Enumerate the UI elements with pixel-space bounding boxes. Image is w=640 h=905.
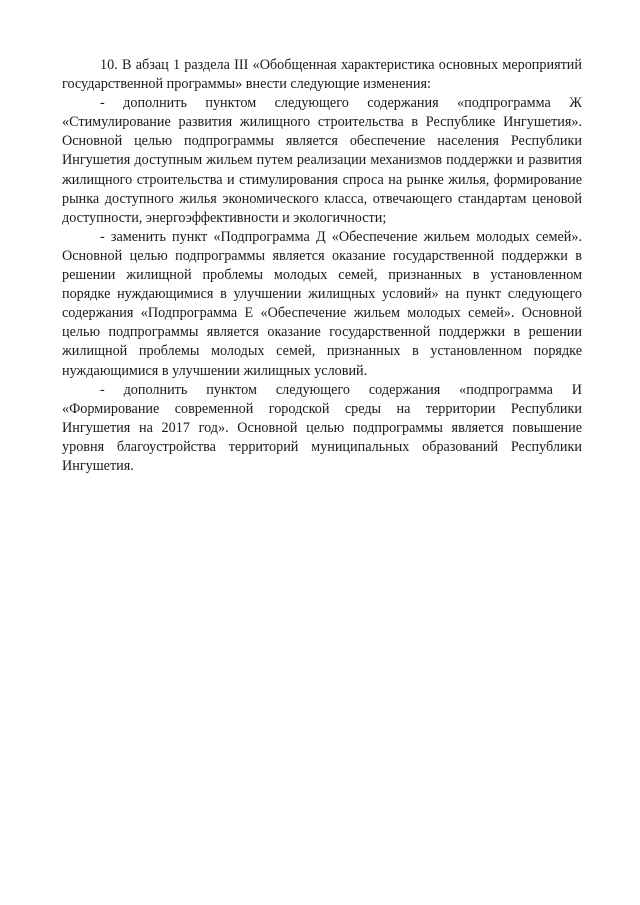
paragraph-subprogram-i: - дополнить пунктом следующего содержания «подпрограмма И «Формирование современной городской среды на территории Республики Ингушетия на 2017 год». Основной целью подпрограммы является повышение уровня благоустройства территорий муниципальных образований Республики Ингушетия.: [62, 381, 582, 474]
paragraph-intro: 10. В абзац 1 раздела III «Обобщенная характеристика основных мероприятий государственной программы» внести следующие изменения:: [62, 57, 582, 93]
document-page: [62, 56, 582, 476]
paragraph-subprogram-d-replacement: - заменить пункт «Подпрограмма Д «Обеспечение жильем молодых семей». Основной целью подпрограммы является оказание государственной поддержки в решении жилищной проблемы молодых семей, признанных в установленном порядке нуждающимися в улучшении жилищных условий» на пункт следующего содержания «Подпрограмма Е «Обеспечение жильем молодых семей». Основной целью подпрограммы является оказание государственной поддержки в решении жилищной проблемы молодых семей, признанных в установленном порядке нуждающимися в улучшении жилищных условий.: [62, 228, 582, 379]
paragraph-subprogram-zh: - дополнить пунктом следующего содержания «подпрограмма Ж «Стимулирование развития жилищного строительства в Республике Ингушетия». Основной целью подпрограммы является обеспечение населения Республики Ингушетия доступным жильем путем реализации механизмов поддержки и развития жилищного строительства и стимулирования спроса на рынке жилья, формирование рынка доступного жилья экономического класса, отвечающего стандартам ценовой доступности, энергоэффективности и экологичности;: [62, 95, 582, 226]
